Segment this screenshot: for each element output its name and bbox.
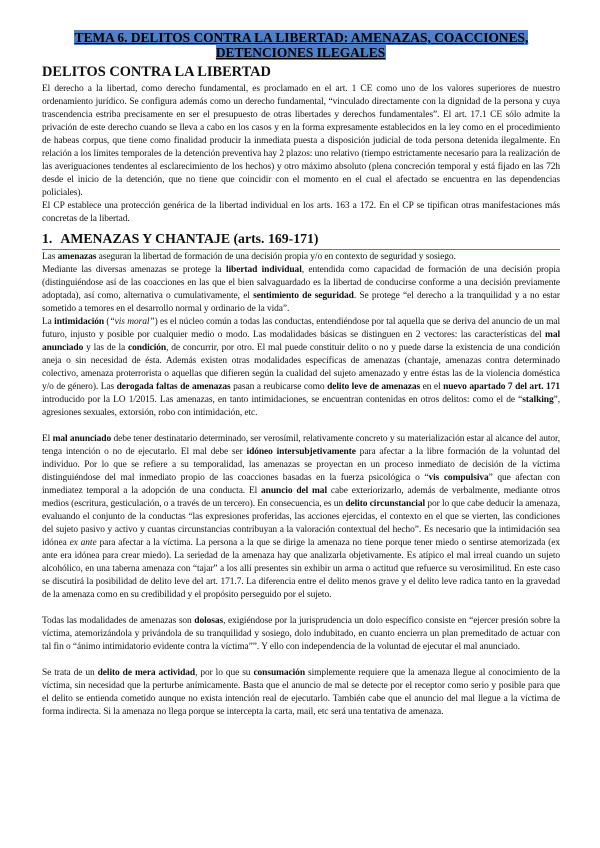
bold-term: sentimiento de seguridad [253,291,354,301]
body-paragraph: Se trata de un delito de mera actividad, por lo que su consumación simplemente requiere que la amenaza llegue al conocimiento de la víctima, sin necesidad que la perturbe anímicamente. Basta que el anuncio de mal se detecte por el receptor como serio y posible para que el delito se entienda cometido aunque no exista intención real de ejecutarlo. También cabe que el anuncio del mal llegue a la víctima de forma indirecta. Si la amenaza no llega porque se intercepta la carta, mail, etc será una tentativa de amenaza. [42,668,560,717]
document-title [48,30,554,60]
section-heading: DELITOS CONTRA LA LIBERTAD [42,64,271,80]
bold-term: delito de mera actividad [97,668,196,678]
bold-term: anuncio del mal [261,486,327,496]
bold-term: consumación [253,668,305,678]
intro-paragraph-2: El CP establece una protección genérica de la libertad individual en los arts. 163 a 172. En el CP se tipifican otras manifestaciones más concretas de la libertad. [42,201,560,224]
italic-term: ex ante [69,538,97,548]
bold-term: amenazas [57,252,97,262]
bold-term: dolosas [194,616,224,626]
body-paragraph: El mal anunciado debe tener destinatario determinado, ser verosímil, relativamente concreto y su materialización estar al alcance del autor, tenga intención o no de ejecutarlo. El mal debe ser idóneo intersubjetivamente para afectar a la libre formación de la voluntad del individuo. Por lo que se refiere a su temporalidad, las amenazas se proyectan en un proceso inmediato de decisión de la víctima distinguiéndose del mal inmediato propio de las coacciones basadas en la fuerza psicológica o “vis compulsiva” que afectan con inmediatez temporal a la adopción de una conducta. El anuncio del mal cabe exteriorizarlo, además de verbalmente, mediante otros medios (escritura, gesticulación, o a través de un tercero). En consecuencia, es un delito circunstancial por lo que cabe deducir la amenaza, evaluando el conjunto de la conductas “las expresiones proferidas, las acciones ejercidas, el contexto en el que se vierten, las condiciones del sujeto pasivo y activo y cuantas circunstancias contribuyan a la valoración contextual del hecho”. Es necesario que la intimidación sea idónea ex ante para afectar a la víctima. La persona a la que se dirige la amenaza no tiene porque tener miedo o sentirse atemorizada (ex ante era idónea para crear miedo). La seriedad de la amenaza hay que analizarla objetivamente. Es atípico el mal irreal cuando un sujeto alcohólico, en una taberna amenaza con “tajar” a los allí presentes sin exhibir un arma o actitud que refuerce su verosimilitud. En este caso se discutirá la posibilidad de delito leve del art. 171.7. La diferencia entre el delito menos grave y el delito leve radica tanto en la gravedad de la amenaza como en su credibilidad y el propósito perseguido por el sujeto. [42,434,561,600]
bold-term: nuevo apartado 7 del art. 171 [443,382,560,392]
bold-term: condición [128,343,167,353]
bold-term: idóneo intersubjetivamente [246,447,356,457]
bold-term: delito leve de amenazas [327,382,421,392]
paragraph-gap [42,420,560,433]
intro-paragraph-1: El derecho a la libertad, como derecho fundamental, es proclamado en el art. 1 CE como uno de los valores superiores de nuestro ordenamiento jurídico. Se configura además como un derecho fundamental, “vinculado directamente con la dignidad de la persona y cuya trascendencia estriba precisamente en ser el presupuesto de otras libertades y derechos fundamentales”. El art. 17.1 CE sólo admite la privación de este derecho cuando se lleva a cabo en los casos y en la forma expresamente establecidos en la ley como en el procedimiento de habeas corpus, que tiene como finalidad producir la inmediata puesta a disposición judicial de toda persona detenida ilegalmente. En relación a los límites temporales de la detención preventiva hay 2 plazos: uno relativo (tiempo estrictamente necesario para la realización de las averiguaciones tendentes al esclarecimiento de los hechos) y otro máximo absoluto (plena concreción temporal y está fijado en las 72h desde el inicio de la detención, que no tiene que coincidir con el momento en el cual el afectado se encuentra en las dependencias policiales). [42,84,560,198]
bold-term: libertad individual [225,265,302,275]
bold-term: intimidación [54,317,105,327]
body-paragraph: Las amenazas aseguran la libertad de formación de una decisión propia y/o en contexto de seguridad y sosiego. [42,252,456,262]
body-paragraph: Todas las modalidades de amenazas son dolosas, exigiéndose por la jurisprudencia un dolo específico consiste en “ejercer presión sobre la víctima, atemorizándola y privándola de su tranquilidad y sosiego, dolo indubitado, en cuanto encierra un plan premeditado de actuar con tal fin o “ánimo intimidatorio evidente contra la víctima””. Y ello con independencia de la voluntad de ejecutar el mal anunciado. [42,616,560,652]
bold-term: vis compulsiva [428,473,489,483]
italic-term: “vis moral” [109,317,155,327]
body-paragraphs [42,251,560,719]
bold-term: mal anunciado [52,434,112,444]
body-paragraph: Mediante las diversas amenazas se protege la libertad individual, entendida como capacidad de formación de una decisión propia (distinguiéndose así de las coacciones en las que el bien salvaguardado es la libertad de conducirse conforme a una decisión previamente adoptada), así como, alternativa o cumulativamente, el sentimiento de seguridad. Se protege “el derecho a la tranquilidad y a no estar sometido a temores en el desarrollo normal y ordinario de la vida”. [42,265,560,314]
bold-term: derogada faltas de amenazas [116,382,231,392]
subsection-number: 1. [42,231,53,246]
subsection-title: AMENAZAS Y CHANTAJE (arts. 169-171) [60,231,319,246]
document-title-text: TEMA 6. DELITOS CONTRA LA LIBERTAD: AMENAZAS, COACCIONES, DETENCIONES ILEGALES [74,30,529,60]
bold-term: delito circunstancial [345,499,426,509]
bold-term: stalking [522,395,554,405]
body-paragraph: La intimidación (“vis moral”) es el núcleo común a todas las conductas, entendiéndose por tal aquella que se deriva del anuncio de un mal futuro, injusto y posible por cualquier medio o modo. Las modalidades básicas se distinguen en 2 vectores: las características del mal anunciado y las de la condición, de concurrir, por otro. El mal puede constituir delito o no y puede darse la existencia de una condición aneja o sin necesidad de ésta. Además existen otras modalidades específicas de amenazas (chantaje, amenazas contra determinado colectivo, amenaza proterrorista o aquellas que difieren según la cualidad del sujeto amenazado y entre éstas las de la violencia doméstica y/o de género). Las derogada faltas de amenazas pasan a reubicarse como delito leve de amenazas en el nuevo apartado 7 del art. 171 introducido por la LO 1/2015. Las amenazas, en tanto intimidaciones, se encuentran contenidas en otros delitos: como el de “stalking”, agresiones sexuales, extorsión, robo con intimidación, etc. [42,317,561,418]
subsection-heading [42,230,560,250]
paragraph-gap [42,654,560,667]
bold-term: mal anunciado [42,330,560,353]
paragraph-gap [42,602,560,615]
